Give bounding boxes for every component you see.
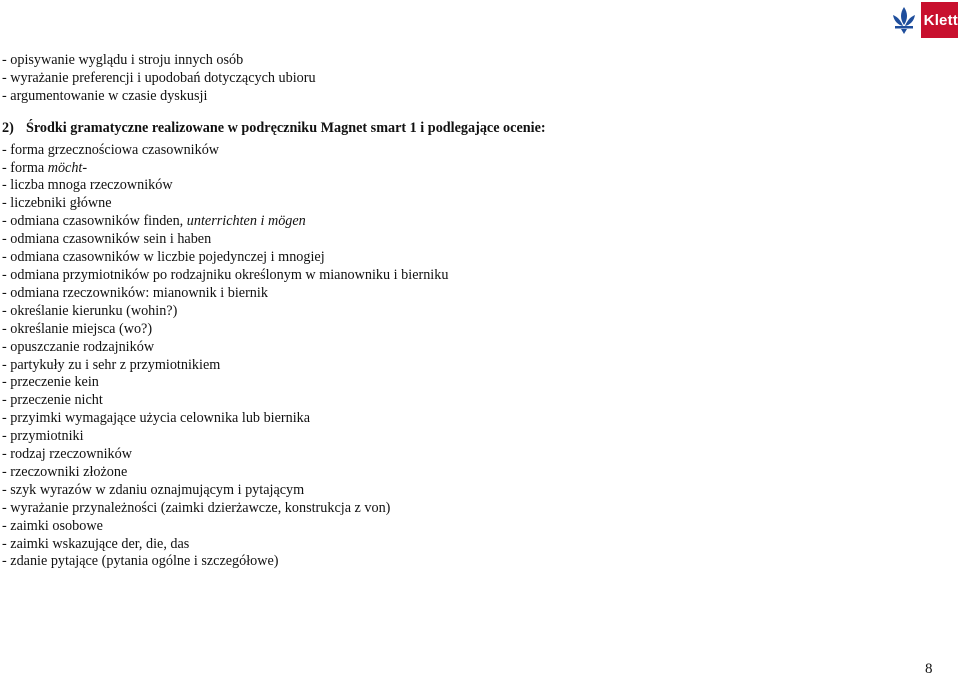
list-item: - przeczenie nicht bbox=[2, 392, 103, 409]
list-item: - zaimki wskazujące der, die, das bbox=[2, 535, 190, 552]
list-item: - argumentowanie w czasie dyskusji bbox=[2, 87, 208, 104]
list-item: - przyimki wymagające użycia celownika lub biernika bbox=[2, 410, 311, 427]
section-title: Środki gramatyczne realizowane w podręczniku Magnet smart 1 i podlegające ocenie: bbox=[26, 119, 546, 136]
list-item: - odmiana czasowników w liczbie pojedynczej i mnogiej bbox=[2, 249, 325, 266]
logo-text: Klett bbox=[923, 11, 958, 29]
list-item: - wyrażanie preferencji i upodobań dotyczących ubioru bbox=[2, 69, 316, 86]
list-item: - przeczenie kein bbox=[2, 374, 99, 391]
list-item: - szyk wyrazów w zdaniu oznajmującym i pytającym bbox=[2, 481, 305, 498]
list-item: - przymiotniki bbox=[2, 428, 84, 445]
list-item: - opisywanie wyglądu i stroju innych osób bbox=[2, 52, 244, 68]
list-item: - zaimki osobowe bbox=[2, 517, 103, 534]
list-item: - zdanie pytające (pytania ogólne i szczegółowe) bbox=[2, 553, 279, 570]
list-item: - określanie kierunku (wohin?) bbox=[2, 302, 178, 319]
list-item: - rodzaj rzeczowników bbox=[2, 446, 132, 463]
list-item: - odmiana czasowników finden, unterrichten i mögen bbox=[2, 213, 306, 230]
list-item: - liczebniki główne bbox=[2, 195, 112, 212]
list-item: - forma möcht- bbox=[2, 159, 88, 176]
grammar-list bbox=[2, 142, 546, 572]
list-item: - odmiana czasowników sein i haben bbox=[2, 231, 212, 248]
klett-lily-icon bbox=[887, 2, 921, 38]
list-item: - opuszczanie rodzajników bbox=[2, 338, 155, 355]
list-item: - rzeczowniki złożone bbox=[2, 463, 128, 480]
section-heading bbox=[2, 120, 546, 138]
list-item: - określanie miejsca (wo?) bbox=[2, 320, 153, 337]
list-item: - odmiana przymiotników po rodzajniku określonym w mianowniku i bierniku bbox=[2, 266, 449, 283]
list-item: - forma grzecznościowa czasowników bbox=[2, 141, 220, 158]
klett-logo bbox=[887, 2, 958, 38]
list-item: - wyrażanie przynależności (zaimki dzierżawcze, konstrukcja z von) bbox=[2, 499, 391, 516]
list-item: - odmiana rzeczowników: mianownik i biernik bbox=[2, 284, 268, 301]
intro-list bbox=[2, 52, 546, 106]
section-number: 2) bbox=[2, 119, 14, 136]
list-item: - liczba mnoga rzeczowników bbox=[2, 177, 173, 194]
page-number: 8 bbox=[925, 661, 933, 677]
list-item: - partykuły zu i sehr z przymiotnikiem bbox=[2, 356, 221, 373]
document-body bbox=[2, 52, 546, 571]
